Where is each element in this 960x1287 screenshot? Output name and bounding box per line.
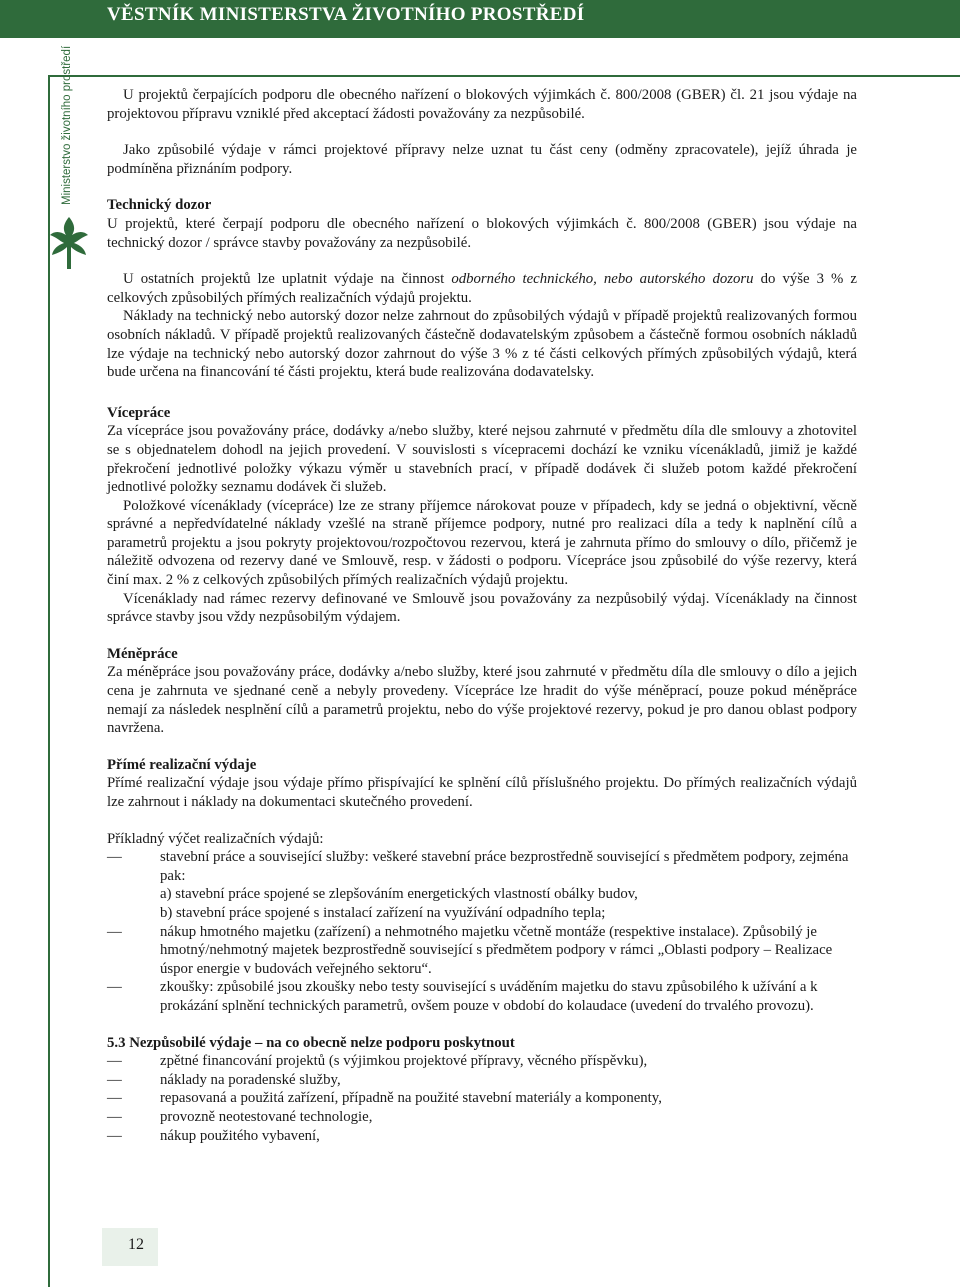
list-item (107, 1089, 857, 1108)
heading-technical-supervision: Technický dozor (107, 197, 212, 214)
heading-less-work: Méněpráce (107, 645, 178, 662)
heading-extra-work: Vícepráce (107, 404, 171, 421)
header-bar (0, 0, 960, 38)
text-segment: U ostatních projektů lze uplatnit výdaje na činnost (123, 271, 452, 288)
list-item-text: stavební práce a související služby: veškeré stavební práce bezprostředně související s předmětem podpory, zejména pak: (160, 849, 849, 884)
list-item-text: nákup hmotného majetku (zařízení) a nehmotného majetku včetně montáže (respektive instalace). Způsobilý je hmotný/nehmotný majetek bezprostředně související s předmětem podpory v rámci „Oblasti podpory – Realizace úspor energie v budovách veřejného sektoru“. (160, 923, 833, 977)
list-item (107, 1052, 857, 1071)
list-item-text: zkoušky: způsobilé jsou zkoušky nebo testy související s uváděním majetku do stavu způsobilého k užívání a k prokázání splnění technických parametrů, ovšem pouze v období do kolaudace (uvedení do trvalého provozu). (160, 979, 818, 1014)
list-item (107, 923, 857, 979)
paragraph-extra-work-definition: Za vícepráce jsou považovány práce, dodávky a/nebo služby, které nejsou zahrnuté v předmětu díla dle smlouvy a zhotovitel se s objednatelem dohodl na jejich provedení. V souvislosti s vícepracemi dochází ke vzniku vícenákladů, jimiž je každé překročení jednotlivé položky výkazu výměr u stavebních prací, v případě dodávek či služeb potom každé překročení jednotlivé položky seznamu dodávek či služeb. (107, 423, 857, 496)
list-item-text: provozně neotestované technologie, (160, 1108, 373, 1125)
page-content (107, 86, 857, 1145)
paragraph-extra-costs-claim: Položkové vícenáklady (vícepráce) lze ze strany příjemce nárokovat pouze v případech, kdy se jedná o objektivní, věcně správné a nepředvídatelné náklady vzešlé na straně příjemce podpory, nutné pro realizaci díla a tedy k naplnění cílů a parametrů projektu a jsou pokryty projektovou/rozpočtovou rezervou, která je zahrnuta přímo do smlouvy o dílo, přičemž je náležitě odvozena od rezervy dané ve Smlouvě, resp. v žádosti o podporu. Vícepráce jsou způsobilé do výše rezervy, která činí max. 2 % z celkových způsobilých přímých realizačních výdajů projektu. (107, 497, 857, 589)
paragraph-eligible-preparation: Jako způsobilé výdaje v rámci projektové přípravy nelze uznat tu část ceny (odměny zpracovatele), jejíž úhrada je podmíněna přiznáním podpory. (107, 142, 857, 177)
list-dash: — (107, 1127, 122, 1144)
list-dash: — (107, 1071, 122, 1088)
list-item (107, 1127, 857, 1146)
paragraph-supervision-costs: Náklady na technický nebo autorský dozor nelze zahrnout do způsobilých výdajů v případě projektů realizovaných formou osobních nákladů. V případě projektů realizovaných částečně dodavatelským způsobem a částečně formou osobních nákladů lze výdaje na technický nebo autorský dozor zahrnout do výše 3 % z té části celkových přímých způsobilých výdajů, která bude určena na financování té části projektu, která bude realizována dodavatelsky. (107, 308, 857, 381)
list-item-text: náklady na poradenské služby, (160, 1071, 341, 1088)
heading-section-5-3: 5.3 Nezpůsobilé výdaje – na co obecně nelze podporu poskytnout (107, 1034, 515, 1051)
list-dash: — (107, 923, 122, 940)
list-item (107, 1108, 857, 1127)
list-item-text: repasovaná a použitá zařízení, případně na použité stavební materiály a komponenty, (160, 1090, 662, 1107)
linden-leaf-icon (44, 213, 94, 273)
list-dash: — (107, 1108, 122, 1125)
list-item (107, 848, 857, 922)
page-number: 12 (128, 1236, 144, 1253)
list-dash: — (107, 1090, 122, 1107)
paragraph-other-projects (107, 270, 857, 307)
paragraph-direct-costs: Přímé realizační výdaje jsou výdaje přímo přispívající ke splnění cílů příslušného projektu. Do přímých realizačních výdajů lze zahrnout i náklady na dokumentaci skutečného provedení. (107, 775, 857, 810)
heading-direct-costs: Přímé realizační výdaje (107, 756, 257, 773)
list-item-text: zpětné financování projektů (s výjimkou projektové přípravy, věcného příspěvku), (160, 1053, 648, 1070)
journal-title: VĚSTNÍK MINISTERSTVA ŽIVOTNÍHO PROSTŘEDÍ (107, 4, 585, 25)
list-subitem: b) stavební práce spojené s instalací zařízení na využívání odpadního tepla; (160, 904, 606, 921)
list-item (107, 1071, 857, 1090)
list-item-text: nákup použitého vybavení, (160, 1127, 320, 1144)
italic-text-segment: odborného technického, nebo autorského dozoru (451, 271, 754, 288)
paragraph-gber-preparation: U projektů čerpajících podporu dle obecného nařízení o blokových výjimkách č. 800/2008 (GBER) čl. 21 jsou výdaje na projektovou přípravu vzniklé před akceptací žádosti považovány za nezpůsobilé. (107, 87, 857, 122)
paragraph-extra-costs-ineligible: Vícenáklady nad rámec rezervy definované ve Smlouvě jsou považovány za nezpůsobilý výdaj. Vícenáklady na činnost správce stavby jsou vždy nezpůsobilým výdajem. (107, 590, 857, 626)
direct-costs-list (107, 848, 857, 1015)
list-dash: — (107, 979, 122, 996)
paragraph-example-list-intro: Příkladný výčet realizačních výdajů: (107, 830, 324, 847)
list-subitem: a) stavební práce spojené se zlepšováním energetických vlastností obálky budov, (160, 886, 638, 903)
list-item (107, 978, 857, 1015)
ineligible-costs-list (107, 1052, 857, 1145)
ministry-label: Ministerstvo životního prostředí (61, 45, 73, 205)
paragraph-less-work-definition: Za méněpráce jsou považovány práce, dodávky a/nebo služby, které jsou zahrnuté v předmětu díla dle smlouvy o dílo a jejich cena je zahrnuta ve sjednané ceně a nebyly provedeny. Vícepráce lze hradit do výše méněprací, pouze pokud méněpráce nemají za následek nesplnění cílů a parametrů projektu, nebo do výše projektové rezervy, pokud je pro danou oblast podpory navržena. (107, 664, 857, 737)
paragraph-technical-gber: U projektů, které čerpají podporu dle obecného nařízení o blokových výjimkách č. 800/2008 (GBER) jsou výdaje na technický dozor / správce stavby považovány za nezpůsobilé. (107, 215, 857, 251)
list-dash: — (107, 1053, 122, 1070)
text-segment: do výše 3 % z celkových způsobilých přímých realizačních výdajů projektu. (107, 271, 857, 306)
list-dash: — (107, 849, 122, 866)
